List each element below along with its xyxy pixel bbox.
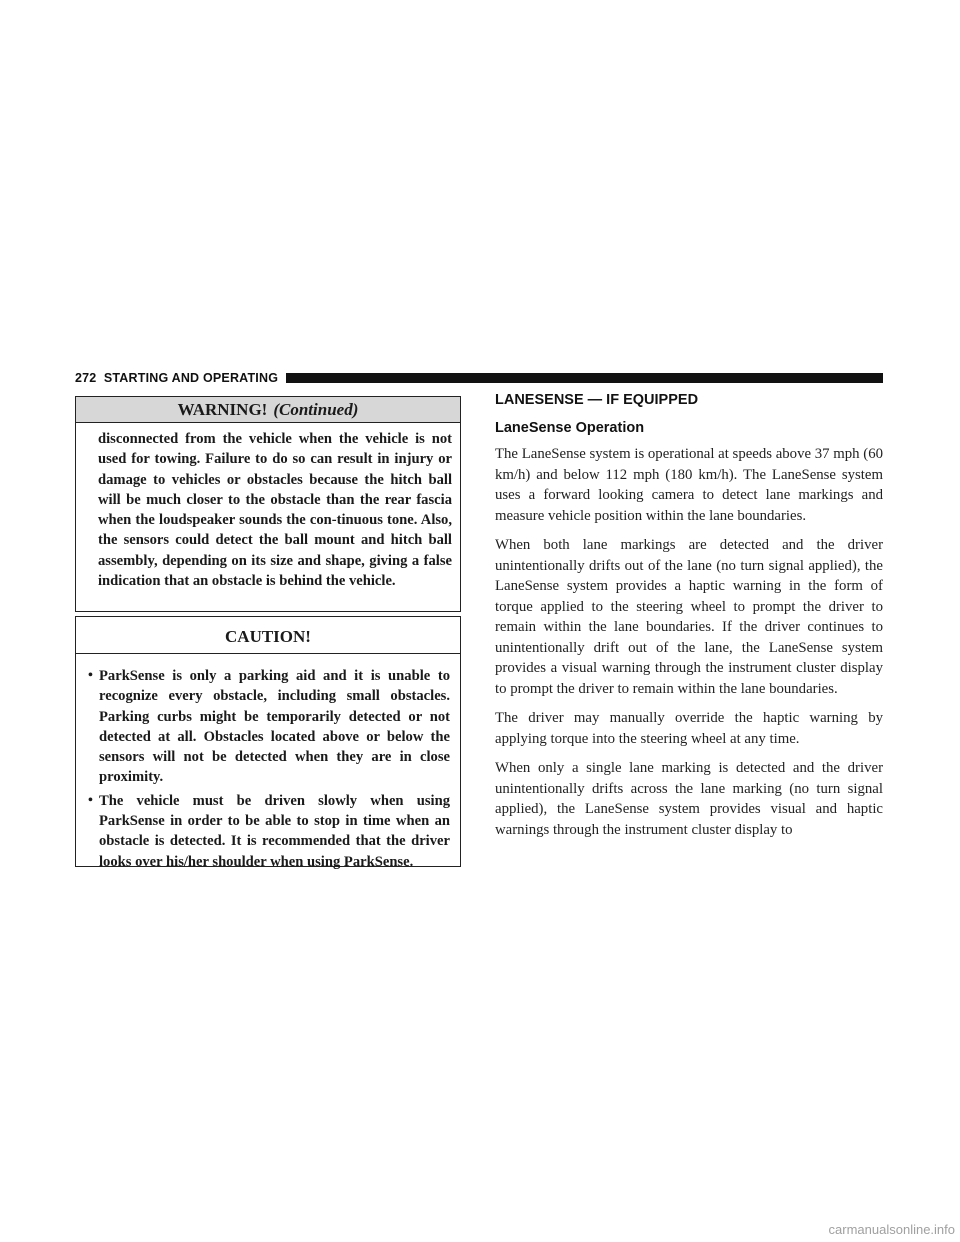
- caution-box-header: [76, 617, 460, 654]
- warning-title: WARNING!: [177, 400, 268, 419]
- page-header-text: [75, 371, 278, 385]
- body-paragraph: The driver may manually override the haptic warning by applying torque into the steering wheel at any time.: [495, 710, 883, 747]
- header-rule: [286, 373, 883, 383]
- caution-title: CAUTION!: [225, 627, 311, 646]
- warning-box: [75, 396, 461, 612]
- page-header: [75, 370, 883, 386]
- right-column: [495, 392, 883, 849]
- warning-text: disconnected from the vehicle when the vehicle is not used for towing. Failure to do so can result in injury or damage to vehicles or obstacles because the hitch ball will be much closer to the obstacle than the rear fascia when the loudspeaker sounds the con-tinuous tone. Also, the sensors could detect the ball mount and hitch ball assembly, depending on its size and shape, giving a false indication that an obstacle is behind the vehicle.: [98, 431, 452, 590]
- section-heading: LANESENSE — IF EQUIPPED: [495, 392, 699, 408]
- watermark: carmanualsonline.info: [828, 1222, 955, 1237]
- bullet-marker: •: [88, 792, 93, 808]
- caution-bullet-text: ParkSense is only a parking aid and it is unable to recognize every obstacle, including small obstacles. Parking curbs might be temporarily detected or not detected at all. Obstacles located above or below the sensors will not be detected when they are in close proximity.: [99, 668, 450, 786]
- body-paragraph: When only a single lane marking is detected and the driver unintentionally drifts across the lane marking (no turn signal applied), the LaneSense system provides visual and haptic warnings through the instrument cluster display to: [495, 760, 883, 838]
- subsection-heading: LaneSense Operation: [495, 420, 645, 436]
- caution-body: [76, 654, 460, 872]
- section-title: STARTING AND OPERATING: [103, 371, 279, 385]
- page-number: 272: [75, 371, 97, 385]
- caution-bullet-text: The vehicle must be driven slowly when using ParkSense in order to be able to stop in time when an obstacle is detected. It is recommended that the driver looks over his/her shoulder when using ParkSense.: [99, 792, 450, 870]
- bullet-marker: •: [88, 668, 93, 683]
- body-paragraph: When both lane markings are detected and the driver unintentionally drifts out of the lane (no turn signal applied), the LaneSense system provides a haptic warning in the form of torque applied to the steering wheel to prompt the driver to remain within the lane boundaries. If the driver continues to unintentionally drift out of the lane, the LaneSense system provides a visual warning through the instrument cluster display to prompt the driver to remain within the lane boundaries.: [495, 537, 883, 697]
- caution-box: [75, 616, 461, 870]
- warning-box-header: [76, 397, 460, 423]
- caution-bullet-item: [88, 666, 450, 788]
- warning-subtitle: (Continued): [273, 400, 359, 419]
- caution-bullet-item: [88, 791, 450, 872]
- body-paragraph: The LaneSense system is operational at speeds above 37 mph (60 km/h) and below 112 mph (180 km/h). The LaneSense system uses a forward looking camera to detect lane markings and measure vehicle position within the lane boundaries.: [495, 446, 883, 524]
